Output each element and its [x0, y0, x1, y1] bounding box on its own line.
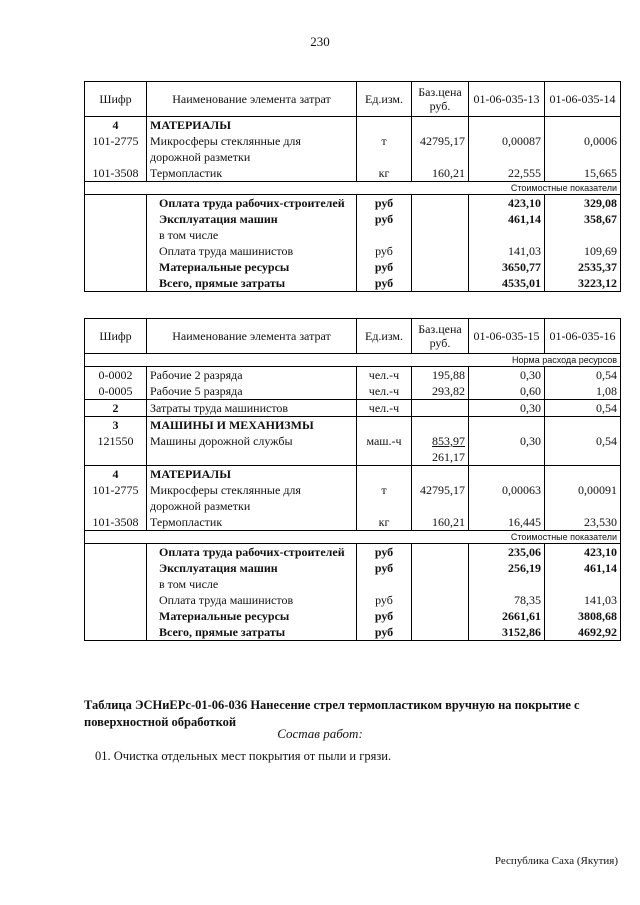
section-title: МАТЕРИАЛЫ: [147, 117, 357, 134]
row-unit: чел.-ч: [357, 383, 412, 400]
row-value-a: 0,30: [469, 400, 545, 417]
row-unit: маш.-ч: [357, 433, 412, 449]
norm-header: Норма расхода ресурсов: [85, 354, 621, 367]
header-name: Наименование элемента затрат: [147, 82, 357, 117]
cost-value-a: 3152,86: [469, 624, 545, 641]
page-number: 230: [310, 34, 330, 49]
row-name: Термопластик: [147, 514, 357, 531]
cost-value-a: 3650,77: [469, 259, 545, 275]
cost-row: [85, 259, 621, 275]
row-price: 42795,17: [412, 133, 469, 165]
cost-unit: руб: [357, 608, 412, 624]
header-unit: Ед.изм.: [357, 319, 412, 354]
row-unit: т: [357, 482, 412, 514]
cost-value-b: 358,67: [545, 211, 621, 227]
cost-name: Оплата труда рабочих-строителей: [147, 195, 357, 212]
row-value-a: 0,00063: [469, 482, 545, 514]
cost-value-a: 256,19: [469, 560, 545, 576]
row-unit: чел.-ч: [357, 400, 412, 417]
header-price: Баз.цена руб.: [412, 319, 469, 354]
row-name: Затраты труда машинистов: [147, 400, 357, 417]
cost-value-b: 2535,37: [545, 259, 621, 275]
cost-value-a: [469, 576, 545, 592]
row-value-a: 22,555: [469, 165, 545, 182]
cost-unit: руб: [357, 259, 412, 275]
row-code: 121550: [85, 433, 147, 449]
row-value-a: 0,00087: [469, 133, 545, 165]
resource-table-2: [84, 318, 621, 641]
norm-header-row: [85, 354, 621, 367]
header-unit: Ед.изм.: [357, 82, 412, 117]
table-row: [85, 367, 621, 384]
cost-name: Оплата труда рабочих-строителей: [147, 544, 357, 561]
row-value-b: 23,530: [545, 514, 621, 531]
section-row-materials: [85, 117, 621, 134]
header-col-b: 01-06-035-14: [545, 82, 621, 117]
row-code: 101-2775: [85, 482, 147, 514]
row-value-b: 0,00091: [545, 482, 621, 514]
header-col-b: 01-06-035-16: [545, 319, 621, 354]
resource-table-1: [84, 81, 621, 292]
cost-header-row: [85, 531, 621, 544]
cost-value-b: 423,10: [545, 544, 621, 561]
cost-value-a: 141,03: [469, 243, 545, 259]
row-value-a: 0,60: [469, 383, 545, 400]
cost-value-b: 141,03: [545, 592, 621, 608]
section-number: 4: [85, 117, 147, 134]
header-price: Баз.цена руб.: [412, 82, 469, 117]
row-price: 160,21: [412, 165, 469, 182]
row-price: 195,88: [412, 367, 469, 384]
cost-row: [85, 544, 621, 561]
row-value-b: 15,665: [545, 165, 621, 182]
row-name: Микросферы стеклянные для дорожной разметки: [147, 482, 357, 514]
footer-region: Республика Саха (Якутия): [494, 855, 618, 867]
row-value-a: 0,30: [469, 367, 545, 384]
row-price-secondary: 261,17: [412, 449, 469, 466]
table-row: [85, 133, 621, 165]
works-title: Состав работ:: [277, 726, 363, 741]
row-value-b: 0,54: [545, 367, 621, 384]
cost-unit: руб: [357, 211, 412, 227]
cost-name: Оплата труда машинистов: [147, 243, 357, 259]
cost-name: в том числе: [147, 227, 357, 243]
header-code: Шифр: [85, 319, 147, 354]
cost-value-b: [545, 227, 621, 243]
cost-value-b: 4692,92: [545, 624, 621, 641]
row-name: Термопластик: [147, 165, 357, 182]
cost-name: Всего, прямые затраты: [147, 275, 357, 292]
works-item: 01. Очистка отдельных мест покрытия от пыли и грязи.: [95, 749, 392, 763]
row-code: 101-2775: [85, 133, 147, 165]
table-row-subprice: [85, 449, 621, 466]
table-row: [85, 165, 621, 182]
cost-value-b: 3808,68: [545, 608, 621, 624]
cost-header-row: [85, 182, 621, 195]
row-name: Машины дорожной службы: [147, 433, 357, 449]
row-price: 293,82: [412, 383, 469, 400]
row-value-b: 0,54: [545, 400, 621, 417]
cost-row: [85, 195, 621, 212]
cost-row: [85, 608, 621, 624]
cost-value-a: 235,06: [469, 544, 545, 561]
cost-row: [85, 624, 621, 641]
section-title: МАШИНЫ И МЕХАНИЗМЫ: [147, 417, 357, 434]
row-code: 2: [85, 400, 147, 417]
cost-row: [85, 243, 621, 259]
cost-unit: руб: [357, 592, 412, 608]
row-value-b: 0,0006: [545, 133, 621, 165]
row-value-a: 0,30: [469, 433, 545, 449]
row-name: Рабочие 2 разряда: [147, 367, 357, 384]
section-number: 3: [85, 417, 147, 434]
table-header-row: [85, 82, 621, 117]
cost-header: Стоимостные показатели: [85, 531, 621, 544]
cost-unit: руб: [357, 624, 412, 641]
cost-name: Всего, прямые затраты: [147, 624, 357, 641]
cost-unit: руб: [357, 243, 412, 259]
cost-unit: [357, 227, 412, 243]
row-price: 160,21: [412, 514, 469, 531]
row-code: 0-0005: [85, 383, 147, 400]
table-row: [85, 433, 621, 449]
cost-unit: руб: [357, 195, 412, 212]
cost-unit: [357, 576, 412, 592]
header-col-a: 01-06-035-13: [469, 82, 545, 117]
row-value-a: 16,445: [469, 514, 545, 531]
cost-value-b: 329,08: [545, 195, 621, 212]
cost-name: Эксплуатация машин: [147, 560, 357, 576]
table-row: [85, 383, 621, 400]
cost-value-a: 423,10: [469, 195, 545, 212]
row-unit: чел.-ч: [357, 367, 412, 384]
row-code: 0-0002: [85, 367, 147, 384]
table-row: [85, 482, 621, 514]
cost-row: [85, 560, 621, 576]
cost-row: [85, 211, 621, 227]
cost-name: Материальные ресурсы: [147, 608, 357, 624]
cost-row: [85, 592, 621, 608]
cost-name: Эксплуатация машин: [147, 211, 357, 227]
row-unit: т: [357, 133, 412, 165]
cost-unit: руб: [357, 544, 412, 561]
cost-name: Материальные ресурсы: [147, 259, 357, 275]
row-unit: кг: [357, 514, 412, 531]
cost-header: Стоимостные показатели: [85, 182, 621, 195]
row-value-b: 1,08: [545, 383, 621, 400]
section-title: МАТЕРИАЛЫ: [147, 466, 357, 483]
cost-row: [85, 275, 621, 292]
cost-value-b: 461,14: [545, 560, 621, 576]
row-code: 101-3508: [85, 165, 147, 182]
row-price: [412, 433, 469, 449]
header-name: Наименование элемента затрат: [147, 319, 357, 354]
table-caption: Таблица ЭСНиЕРс-01-06-036 Нанесение стрел термопластиком вручную на покрытие с поверхностной обработкой: [84, 698, 580, 729]
cost-value-b: 3223,12: [545, 275, 621, 292]
row-value-b: 0,54: [545, 433, 621, 449]
row-name: Микросферы стеклянные для дорожной разметки: [147, 133, 357, 165]
header-code: Шифр: [85, 82, 147, 117]
cost-value-b: 109,69: [545, 243, 621, 259]
row-name: Рабочие 5 разряда: [147, 383, 357, 400]
cost-unit: руб: [357, 560, 412, 576]
section-number: 4: [85, 466, 147, 483]
cost-value-a: 4535,01: [469, 275, 545, 292]
cost-value-b: [545, 576, 621, 592]
row-unit: кг: [357, 165, 412, 182]
section-row-machines: [85, 417, 621, 434]
row-code: 101-3508: [85, 514, 147, 531]
cost-value-a: 78,35: [469, 592, 545, 608]
section-row-materials: [85, 466, 621, 483]
table-row: [85, 514, 621, 531]
row-price: 42795,17: [412, 482, 469, 514]
cost-value-a: [469, 227, 545, 243]
cost-unit: руб: [357, 275, 412, 292]
cost-name: в том числе: [147, 576, 357, 592]
header-col-a: 01-06-035-15: [469, 319, 545, 354]
cost-value-a: 461,14: [469, 211, 545, 227]
table-row-machinists: [85, 400, 621, 417]
cost-name: Оплата труда машинистов: [147, 592, 357, 608]
table-header-row: [85, 319, 621, 354]
cost-value-a: 2661,61: [469, 608, 545, 624]
cost-row: [85, 576, 621, 592]
cost-row: [85, 227, 621, 243]
price-main: 853,97: [432, 434, 465, 448]
